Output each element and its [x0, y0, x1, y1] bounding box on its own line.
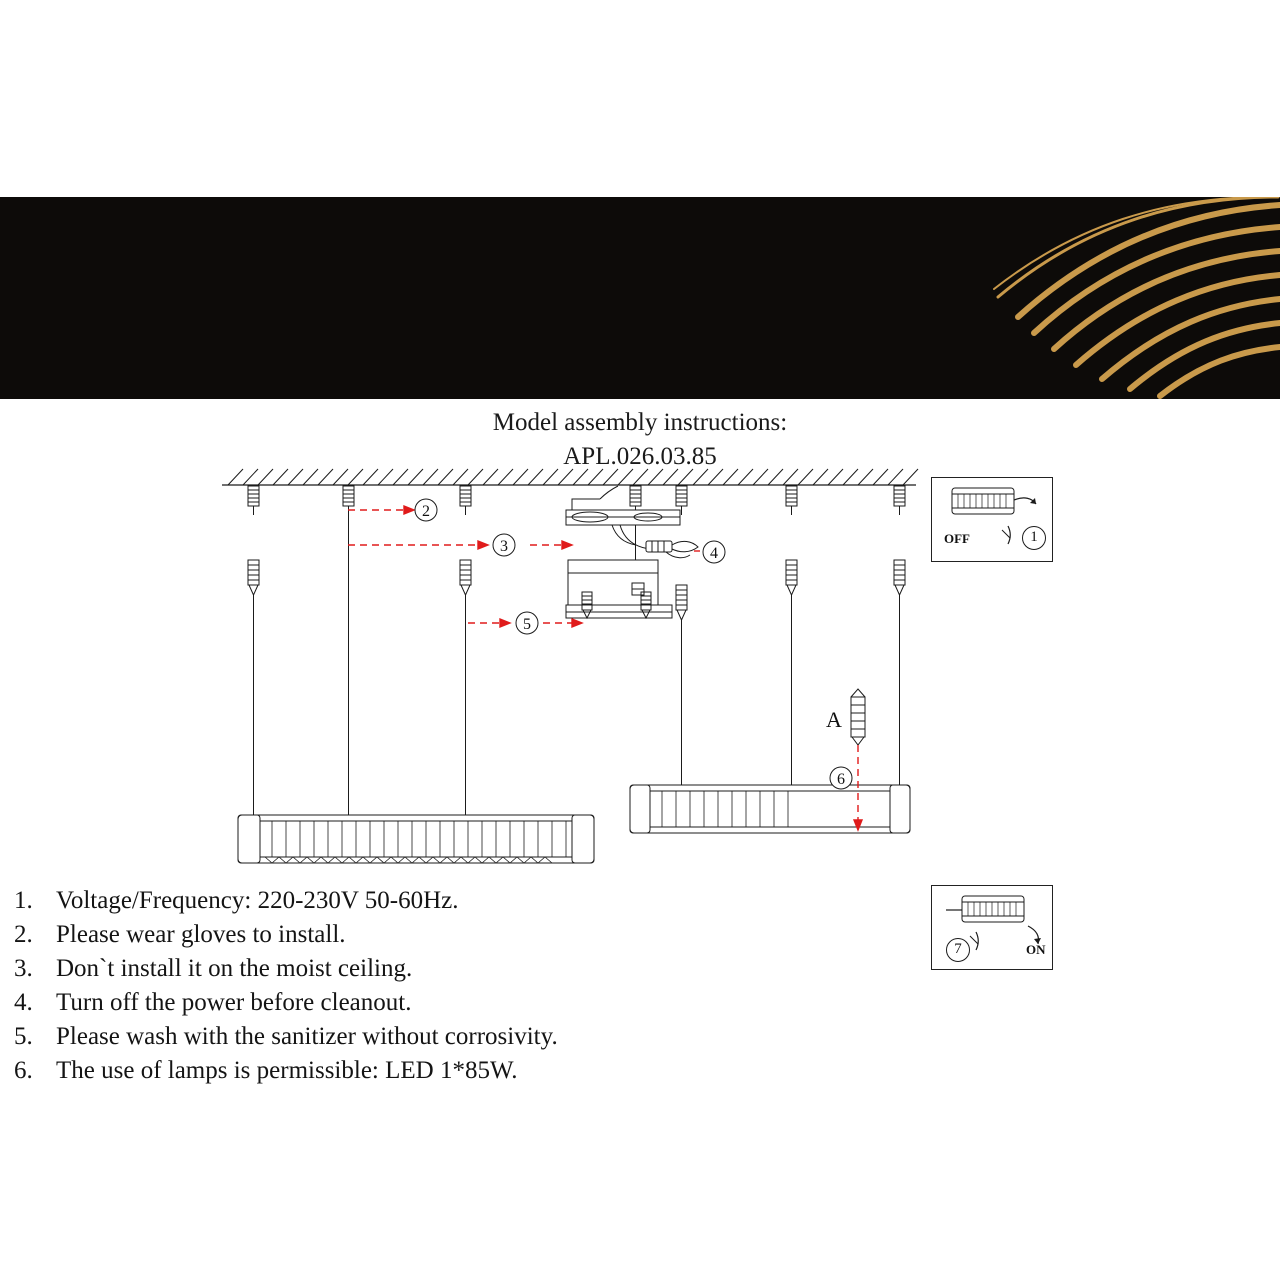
- note-text: Please wear gloves to install.: [56, 921, 346, 948]
- list-item: [14, 1055, 774, 1086]
- brand-banner: [0, 197, 1280, 399]
- step-badge-3: [493, 534, 515, 556]
- note-number: 2.: [14, 921, 33, 948]
- instruction-notes: [14, 885, 774, 1089]
- step-badge-5: [516, 612, 538, 634]
- note-number: 1.: [14, 887, 33, 914]
- step-badge-4: [703, 541, 725, 563]
- step-badge-2: [415, 499, 437, 521]
- page-title: Model assembly instructions:: [492, 409, 788, 436]
- list-item: [14, 919, 774, 950]
- step-badge-6: [830, 767, 852, 789]
- note-text: Please wash with the sanitizer without corrosivity.: [56, 1023, 558, 1050]
- callout-power-on: [931, 885, 1053, 970]
- note-number: 4.: [14, 989, 33, 1016]
- note-number: 5.: [14, 1023, 33, 1050]
- list-item: [14, 987, 774, 1018]
- model-code: APL.026.03.85: [563, 443, 717, 470]
- svg-text:2: 2: [422, 503, 430, 520]
- note-text: The use of lamps is permissible: LED 1*85W.: [56, 1057, 518, 1084]
- note-text: Voltage/Frequency: 220-230V 50-60Hz.: [56, 887, 459, 914]
- power-on-label: ON: [1026, 942, 1046, 957]
- note-text: Don`t install it on the moist ceiling.: [56, 955, 413, 982]
- part-a-detail: [851, 689, 865, 745]
- step-badge-7: 7: [946, 938, 970, 962]
- assembly-diagram: [0, 455, 1280, 885]
- lamp-left: [238, 815, 594, 863]
- step-arrows: [348, 506, 862, 830]
- note-number: 3.: [14, 955, 33, 982]
- part-a-label: A: [826, 707, 842, 732]
- list-item: [14, 885, 774, 916]
- ceiling-line: [222, 469, 918, 485]
- svg-text:6: 6: [837, 771, 845, 788]
- power-off-label: OFF: [944, 531, 970, 546]
- svg-text:5: 5: [523, 616, 531, 633]
- list-item: [14, 1021, 774, 1052]
- note-number: 6.: [14, 1057, 33, 1084]
- list-item: [14, 953, 774, 984]
- svg-text:3: 3: [500, 538, 508, 555]
- step-badge-1: 1: [1022, 526, 1046, 550]
- svg-text:4: 4: [710, 545, 718, 562]
- fan-rays-icon: [810, 197, 1280, 399]
- callout-power-off: [931, 477, 1053, 562]
- note-text: Turn off the power before cleanout.: [56, 989, 412, 1016]
- lamp-right: [630, 785, 910, 833]
